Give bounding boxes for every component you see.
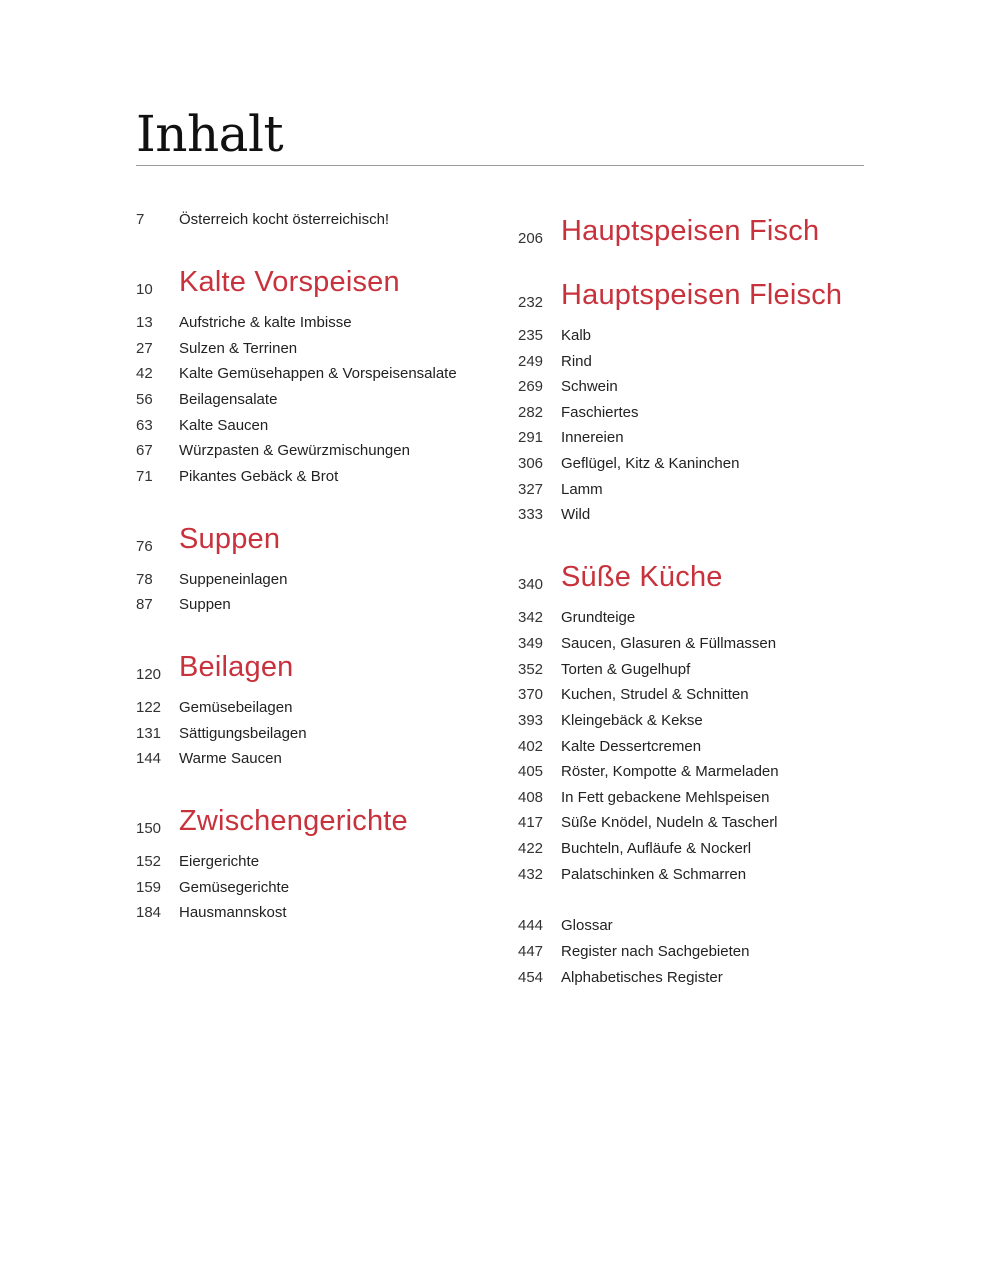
toc-entry-label: Wild bbox=[561, 506, 591, 523]
toc-entry-label: Alphabetisches Register bbox=[561, 969, 723, 986]
toc-page-number: 78 bbox=[136, 571, 153, 588]
toc-page-number: 417 bbox=[518, 814, 544, 831]
toc-entry-label: Würzpasten & Gewürzmischungen bbox=[179, 442, 410, 459]
toc-page-number: 402 bbox=[518, 738, 544, 755]
toc-entry-label: Torten & Gugelhupf bbox=[561, 661, 691, 678]
toc-entry-label: Palatschinken & Schmarren bbox=[561, 866, 747, 883]
page-title: Inhalt bbox=[136, 105, 284, 163]
toc-entry-label: Röster, Kompotte & Marmeladen bbox=[561, 763, 779, 780]
toc-page-number: 282 bbox=[518, 404, 544, 421]
toc-page-number: 150 bbox=[136, 820, 162, 837]
toc-entry-label: Innereien bbox=[561, 429, 624, 446]
toc-page-number: 454 bbox=[518, 969, 544, 986]
toc-section-title: Beilagen bbox=[179, 651, 294, 683]
toc-page-number: 333 bbox=[518, 506, 544, 523]
toc-section-title: Suppen bbox=[179, 523, 281, 555]
toc-entry-label: Beilagensalate bbox=[179, 391, 278, 408]
toc-entry-label: Gemüsebeilagen bbox=[179, 699, 293, 716]
toc-page-number: 42 bbox=[136, 365, 153, 382]
toc-page-number: 269 bbox=[518, 378, 544, 395]
toc-section-title: Hauptspeisen Fleisch bbox=[561, 279, 843, 311]
toc-page-number: 27 bbox=[136, 340, 153, 357]
toc-entry-label: Sulzen & Terrinen bbox=[179, 340, 298, 357]
toc-page-number: 352 bbox=[518, 661, 544, 678]
toc-page-number: 76 bbox=[136, 538, 153, 555]
toc-page-number: 393 bbox=[518, 712, 544, 729]
toc-page-number: 87 bbox=[136, 596, 153, 613]
toc-entry-label: Eiergerichte bbox=[179, 853, 260, 870]
toc-entry-label: Buchteln, Aufläufe & Nockerl bbox=[561, 840, 752, 857]
toc-section-title: Süße Küche bbox=[561, 561, 723, 593]
toc-page-number: 131 bbox=[136, 725, 162, 742]
toc-entry-label: Suppen bbox=[179, 596, 231, 613]
toc-entry-label: Kalte Saucen bbox=[179, 417, 269, 434]
toc-entry-label: In Fett gebackene Mehlspeisen bbox=[561, 789, 770, 806]
toc-entry-label: Warme Saucen bbox=[179, 750, 282, 767]
toc-entry-label: Geflügel, Kitz & Kaninchen bbox=[561, 455, 740, 472]
toc-entry-label: Kalte Gemüsehappen & Vorspeisensalate bbox=[179, 365, 457, 382]
toc-entry-label: Faschiertes bbox=[561, 404, 639, 421]
toc-page-number: 444 bbox=[518, 917, 544, 934]
toc-entry-label: Lamm bbox=[561, 481, 603, 498]
toc-page-number: 122 bbox=[136, 699, 162, 716]
toc-entry-label: Gemüsegerichte bbox=[179, 879, 290, 896]
toc-page-number: 306 bbox=[518, 455, 544, 472]
toc-page-number: 152 bbox=[136, 853, 162, 870]
toc-entry-label: Kalb bbox=[561, 327, 592, 344]
toc-entry-label: Aufstriche & kalte Imbisse bbox=[179, 314, 352, 331]
toc-section-title: Zwischengerichte bbox=[179, 805, 408, 837]
toc-page-number: 235 bbox=[518, 327, 544, 344]
toc-page-number: 405 bbox=[518, 763, 544, 780]
toc-page-number: 184 bbox=[136, 904, 162, 921]
toc-page-number: 249 bbox=[518, 353, 544, 370]
toc-page-number: 370 bbox=[518, 686, 544, 703]
toc-page-number: 71 bbox=[136, 468, 153, 485]
toc-entry-label: Kleingebäck & Kekse bbox=[561, 712, 703, 729]
toc-page-number: 206 bbox=[518, 230, 544, 247]
toc-entry-label: Kuchen, Strudel & Schnitten bbox=[561, 686, 749, 703]
toc-page-number: 291 bbox=[518, 429, 544, 446]
toc-page-number: 349 bbox=[518, 635, 544, 652]
toc-page-number: 13 bbox=[136, 314, 153, 331]
toc-page-number: 447 bbox=[518, 943, 544, 960]
title-divider bbox=[136, 165, 864, 166]
toc-page-number: 159 bbox=[136, 879, 162, 896]
toc-page-number: 342 bbox=[518, 609, 544, 626]
toc-page-number: 432 bbox=[518, 866, 544, 883]
toc-page-number: 56 bbox=[136, 391, 153, 408]
toc-page-number: 144 bbox=[136, 750, 162, 767]
toc-page-number: 340 bbox=[518, 576, 544, 593]
toc-page-number: 67 bbox=[136, 442, 153, 459]
toc-page-number: 422 bbox=[518, 840, 544, 857]
toc-entry-label: Grundteige bbox=[561, 609, 636, 626]
toc-section-title: Hauptspeisen Fisch bbox=[561, 215, 820, 247]
toc-entry-label: Register nach Sachgebieten bbox=[561, 943, 750, 960]
toc-page-number: 327 bbox=[518, 481, 544, 498]
toc-page-number: 10 bbox=[136, 281, 153, 298]
toc-page-number: 7 bbox=[136, 211, 145, 228]
toc-section-title: Kalte Vorspeisen bbox=[179, 266, 400, 298]
toc-page-number: 232 bbox=[518, 294, 544, 311]
toc-entry-label: Schwein bbox=[561, 378, 618, 395]
toc-entry-label: Hausmannskost bbox=[179, 904, 287, 921]
toc-entry-label: Österreich kocht österreichisch! bbox=[179, 211, 390, 228]
toc-entry-label: Saucen, Glasuren & Füllmassen bbox=[561, 635, 777, 652]
toc-entry-label: Rind bbox=[561, 353, 592, 370]
toc-page-number: 63 bbox=[136, 417, 153, 434]
toc-entry-label: Süße Knödel, Nudeln & Tascherl bbox=[561, 814, 778, 831]
toc-entry-label: Sättigungsbeilagen bbox=[179, 725, 307, 742]
toc-entry-label: Suppeneinlagen bbox=[179, 571, 288, 588]
toc-page-number: 408 bbox=[518, 789, 544, 806]
toc-entry-label: Kalte Dessertcremen bbox=[561, 738, 702, 755]
toc-entry-label: Glossar bbox=[561, 917, 613, 934]
toc-entry-label: Pikantes Gebäck & Brot bbox=[179, 468, 339, 485]
toc-page-number: 120 bbox=[136, 666, 162, 683]
